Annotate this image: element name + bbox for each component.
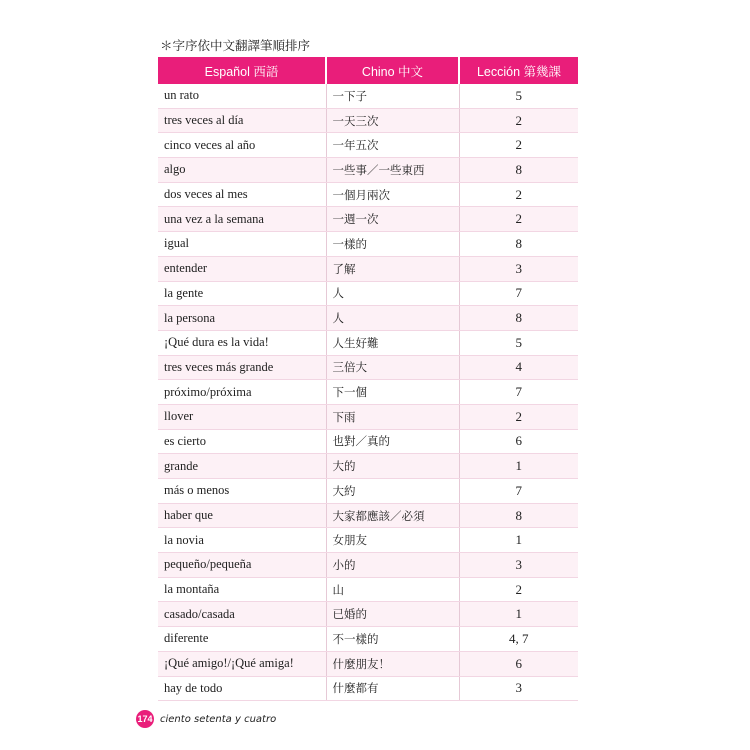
chinese-cell: 一年五次 xyxy=(326,133,459,158)
table-row xyxy=(158,528,578,553)
spanish-cell: tres veces al día xyxy=(158,108,326,133)
lesson-cell: 8 xyxy=(459,306,578,331)
lesson-cell: 2 xyxy=(459,404,578,429)
spanish-cell: ¡Qué dura es la vida! xyxy=(158,330,326,355)
lesson-cell: 7 xyxy=(459,479,578,504)
chinese-cell: 大的 xyxy=(326,454,459,479)
table-row xyxy=(158,627,578,652)
spanish-cell: más o menos xyxy=(158,479,326,504)
vocabulary-table xyxy=(158,57,578,701)
spanish-cell: entender xyxy=(158,256,326,281)
column-header-lesson: Lección 第幾課 xyxy=(459,57,578,84)
lesson-cell: 3 xyxy=(459,553,578,578)
lesson-cell: 7 xyxy=(459,380,578,405)
table-row xyxy=(158,553,578,578)
sort-note: ＊字序依中文翻譯筆順排序 xyxy=(160,38,311,53)
table-row xyxy=(158,479,578,504)
spanish-cell: la montaña xyxy=(158,577,326,602)
lesson-cell: 3 xyxy=(459,256,578,281)
table-row xyxy=(158,232,578,257)
lesson-cell: 1 xyxy=(459,602,578,627)
chinese-cell: 已婚的 xyxy=(326,602,459,627)
chinese-cell: 小的 xyxy=(326,553,459,578)
chinese-cell: 也對／真的 xyxy=(326,429,459,454)
table-row xyxy=(158,503,578,528)
chinese-cell: 人 xyxy=(326,281,459,306)
spanish-cell: casado/casada xyxy=(158,602,326,627)
table-row xyxy=(158,602,578,627)
chinese-cell: 什麼都有 xyxy=(326,676,459,701)
lesson-cell: 8 xyxy=(459,232,578,257)
chinese-cell: 三倍大 xyxy=(326,355,459,380)
lesson-cell: 5 xyxy=(459,330,578,355)
lesson-cell: 2 xyxy=(459,108,578,133)
spanish-cell: la gente xyxy=(158,281,326,306)
lesson-cell: 8 xyxy=(459,158,578,183)
lesson-cell: 6 xyxy=(459,429,578,454)
chinese-cell: 人生好難 xyxy=(326,330,459,355)
table-row xyxy=(158,330,578,355)
table-row xyxy=(158,454,578,479)
spanish-cell: próximo/próxima xyxy=(158,380,326,405)
table-row xyxy=(158,651,578,676)
table-row xyxy=(158,676,578,701)
spanish-cell: una vez a la semana xyxy=(158,207,326,232)
chinese-cell: 山 xyxy=(326,577,459,602)
page-number-badge: 174 xyxy=(136,710,154,728)
lesson-cell: 1 xyxy=(459,454,578,479)
column-header-chinese: Chino 中文 xyxy=(326,57,459,84)
spanish-cell: igual xyxy=(158,232,326,257)
lesson-cell: 2 xyxy=(459,182,578,207)
spanish-cell: ¡Qué amigo!/¡Qué amiga! xyxy=(158,651,326,676)
table-row xyxy=(158,380,578,405)
lesson-cell: 8 xyxy=(459,503,578,528)
chinese-cell: 一下子 xyxy=(326,84,459,108)
spanish-cell: haber que xyxy=(158,503,326,528)
spanish-cell: es cierto xyxy=(158,429,326,454)
chinese-cell: 不一樣的 xyxy=(326,627,459,652)
spanish-cell: la persona xyxy=(158,306,326,331)
page-footer xyxy=(136,709,276,729)
lesson-cell: 2 xyxy=(459,577,578,602)
table-row xyxy=(158,133,578,158)
lesson-cell: 3 xyxy=(459,676,578,701)
spanish-cell: cinco veces al año xyxy=(158,133,326,158)
table-row xyxy=(158,404,578,429)
table-row xyxy=(158,84,578,108)
lesson-cell: 7 xyxy=(459,281,578,306)
table-body xyxy=(158,84,578,701)
chinese-cell: 一週一次 xyxy=(326,207,459,232)
table-row xyxy=(158,429,578,454)
column-header-spanish: Español 西語 xyxy=(158,57,326,84)
chinese-cell: 一些事／一些東西 xyxy=(326,158,459,183)
chinese-cell: 了解 xyxy=(326,256,459,281)
chinese-cell: 什麼朋友！ xyxy=(326,651,459,676)
lesson-cell: 2 xyxy=(459,133,578,158)
table-row xyxy=(158,158,578,183)
lesson-cell: 1 xyxy=(459,528,578,553)
chinese-cell: 大約 xyxy=(326,479,459,504)
table-row xyxy=(158,577,578,602)
table-row xyxy=(158,306,578,331)
lesson-cell: 6 xyxy=(459,651,578,676)
table-row xyxy=(158,108,578,133)
spanish-cell: la novia xyxy=(158,528,326,553)
spanish-cell: un rato xyxy=(158,84,326,108)
chinese-cell: 一樣的 xyxy=(326,232,459,257)
lesson-cell: 5 xyxy=(459,84,578,108)
spanish-cell: tres veces más grande xyxy=(158,355,326,380)
spanish-cell: dos veces al mes xyxy=(158,182,326,207)
chinese-cell: 一天三次 xyxy=(326,108,459,133)
chinese-cell: 人 xyxy=(326,306,459,331)
table-row xyxy=(158,207,578,232)
table-row xyxy=(158,355,578,380)
chinese-cell: 女朋友 xyxy=(326,528,459,553)
table-row xyxy=(158,182,578,207)
spanish-cell: grande xyxy=(158,454,326,479)
lesson-cell: 2 xyxy=(459,207,578,232)
table-row xyxy=(158,281,578,306)
table-row xyxy=(158,256,578,281)
page-number-words: ciento setenta y cuatro xyxy=(160,713,277,725)
chinese-cell: 一個月兩次 xyxy=(326,182,459,207)
chinese-cell: 大家都應該／必須 xyxy=(326,503,459,528)
table-header-row xyxy=(158,57,578,84)
lesson-cell: 4 xyxy=(459,355,578,380)
spanish-cell: algo xyxy=(158,158,326,183)
chinese-cell: 下雨 xyxy=(326,404,459,429)
chinese-cell: 下一個 xyxy=(326,380,459,405)
spanish-cell: pequeño/pequeña xyxy=(158,553,326,578)
spanish-cell: diferente xyxy=(158,627,326,652)
spanish-cell: hay de todo xyxy=(158,676,326,701)
lesson-cell: 4, 7 xyxy=(459,627,578,652)
spanish-cell: llover xyxy=(158,404,326,429)
